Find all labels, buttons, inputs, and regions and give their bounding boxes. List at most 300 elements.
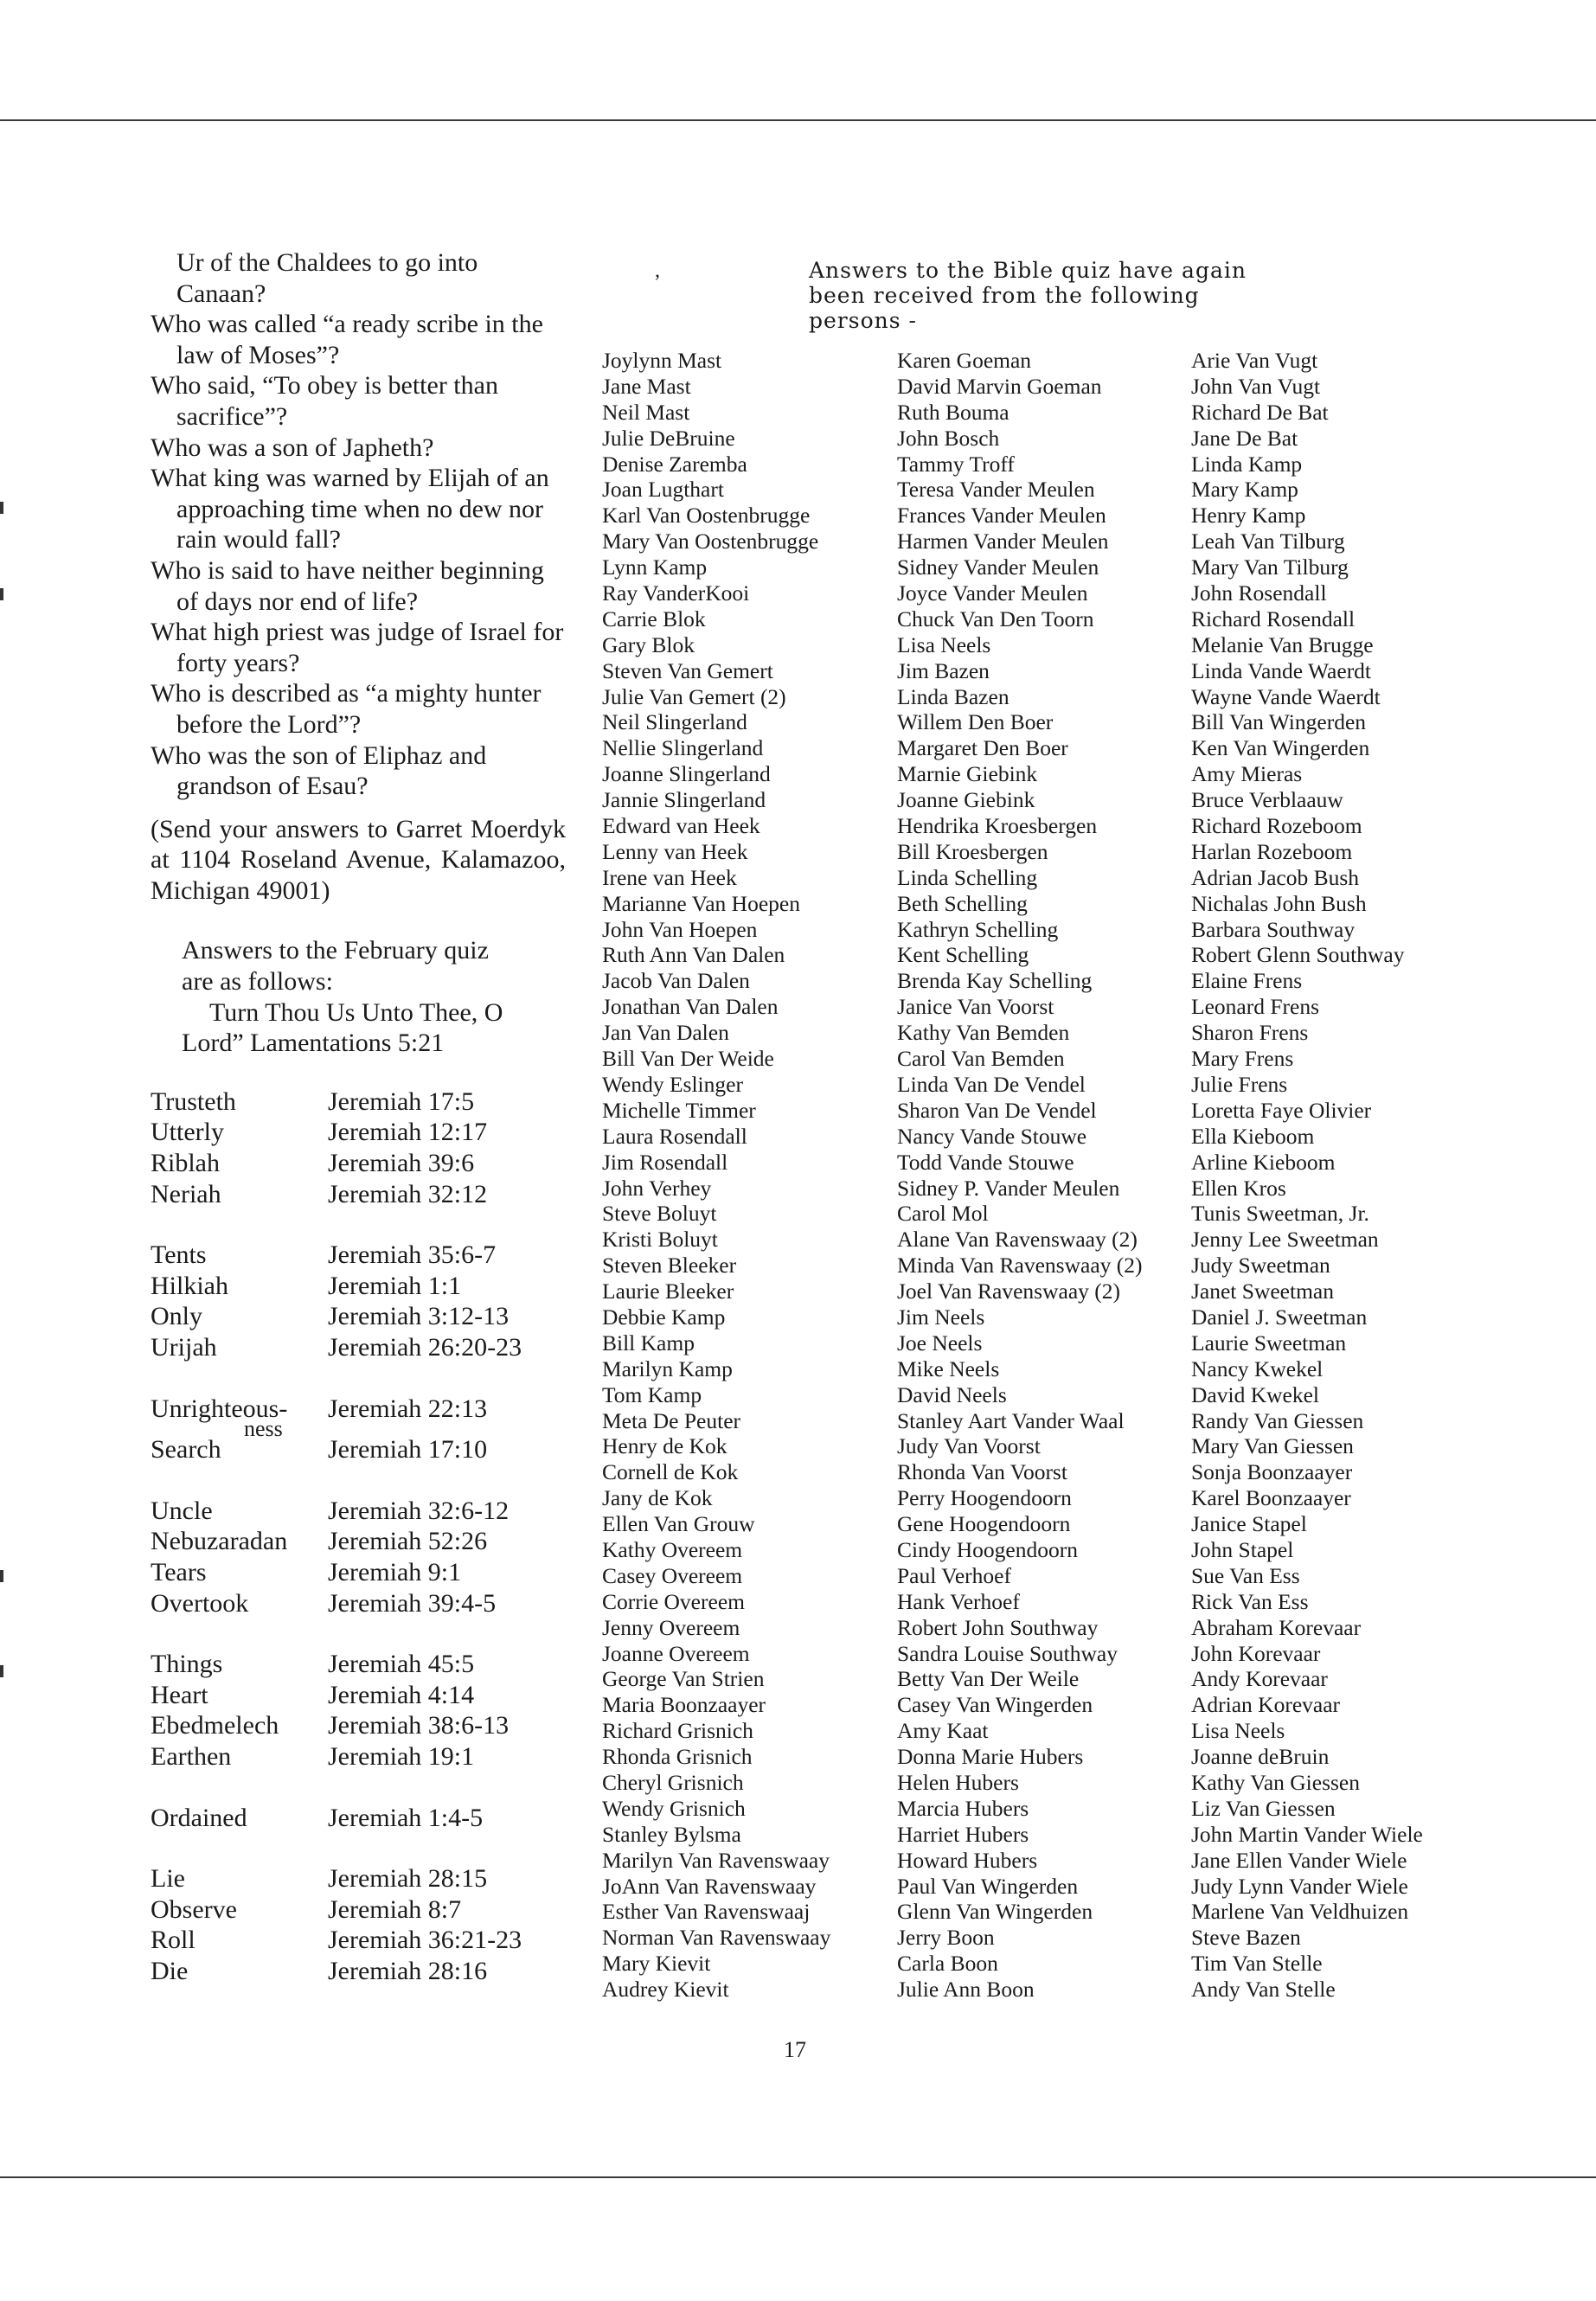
answer-row [151, 1465, 522, 1527]
answer-reference: Jeremiah 36:21-23 [328, 1926, 522, 1955]
participant-name: Harlan Rozeboom [1191, 838, 1353, 864]
participant-name: Daniel J. Sweetman [1191, 1304, 1368, 1330]
participant-name: Henry Kamp [1191, 503, 1306, 529]
participant-name: Marnie Giebink [897, 761, 1038, 787]
answers-table [151, 1086, 522, 1987]
participant-name: Karen Goeman [897, 348, 1032, 373]
participant-name: Kathy Van Bemden [897, 1020, 1070, 1046]
participant-name: Neil Mast [602, 399, 690, 425]
participant-name: Hendrika Kroesbergen [897, 813, 1098, 839]
participant-name: Bill Van Der Weide [602, 1046, 774, 1072]
received-intro [809, 258, 1247, 333]
answer-word [151, 1925, 328, 1956]
participant-name: Kent Schelling [897, 942, 1029, 968]
participant-name: Casey Overeem [602, 1562, 743, 1588]
participant-name: Carrie Blok [602, 606, 706, 631]
participant-name: Linda Bazen [897, 683, 1010, 709]
participant-name: David Kwekel [1191, 1381, 1319, 1407]
answer-row [151, 1925, 522, 1956]
participant-name: Richard Grisnich [602, 1718, 753, 1744]
participant-name: Carla Boon [897, 1951, 998, 1977]
participant-name: Ruth Bouma [897, 399, 1010, 425]
participant-name: Adrian Korevaar [1191, 1692, 1341, 1718]
participant-name: Paul Van Wingerden [897, 1873, 1079, 1899]
answer-theme-line: Turn Thou Us Unto Thee, O [209, 997, 503, 1027]
answer-row [151, 1772, 522, 1834]
answer-row [151, 1179, 522, 1210]
answer-reference: Jeremiah 3:12-13 [328, 1302, 510, 1331]
participant-name: Jacob Van Dalen [602, 968, 750, 994]
participant-name: Jenny Overeem [602, 1614, 740, 1640]
participant-name: Sharon Frens [1191, 1020, 1309, 1046]
answer-word [151, 1117, 328, 1148]
participant-name: Minda Van Ravenswaay (2) [897, 1253, 1143, 1279]
participant-name: Linda Vande Waerdt [1191, 657, 1372, 683]
participant-name: Kathryn Schelling [897, 916, 1059, 942]
participant-name: Harriet Hubers [897, 1821, 1029, 1847]
answer-word [151, 1956, 328, 1987]
answer-word [151, 1741, 328, 1772]
participant-name: Joanne deBruin [1191, 1744, 1330, 1770]
answer-row [151, 1741, 522, 1772]
participant-name: Jim Bazen [897, 657, 990, 683]
participant-name: Betty Van Der Weile [897, 1666, 1080, 1692]
participant-name: Mary Kamp [1191, 477, 1298, 503]
quiz-question: Who said, “To obey is better than sacrifice”? [151, 371, 498, 431]
answer-word-text: Ordained [151, 1803, 247, 1832]
answer-reference: Jeremiah 8:7 [328, 1894, 462, 1924]
participant-name: Sue Van Ess [1191, 1562, 1300, 1588]
answer-row [151, 1833, 522, 1894]
participant-name: Julie DeBruine [602, 425, 735, 451]
participant-name: Kathy Overeem [602, 1536, 743, 1562]
participant-name: Laura Rosendall [602, 1123, 747, 1149]
names-column-3 [1191, 348, 1423, 2003]
answer-word-text: Uncle [151, 1496, 213, 1525]
participant-name: Judy Lynn Vander Wiele [1191, 1873, 1408, 1899]
answer-row [151, 1086, 522, 1118]
answer-word-text: Observe [151, 1894, 237, 1924]
participant-name: Steve Bazen [1191, 1925, 1301, 1951]
participant-name: Bruce Verblaauw [1191, 787, 1343, 813]
participant-name: Randy Van Giessen [1191, 1407, 1364, 1433]
participant-name: Henry de Kok [602, 1433, 727, 1459]
participant-name: Wayne Vande Waerdt [1191, 683, 1381, 709]
participant-name: Lenny van Heek [602, 838, 748, 864]
page-number: 17 [784, 2037, 806, 2062]
participant-name: Mike Neels [897, 1356, 1000, 1381]
participant-name: Julie Van Gemert (2) [602, 683, 786, 709]
answer-word [151, 1710, 328, 1741]
answers-intro-line: are as follows: [182, 967, 333, 997]
answer-reference: Jeremiah 9:1 [328, 1557, 462, 1586]
answer-reference: Jeremiah 22:13 [328, 1394, 488, 1423]
participant-name: Amy Kaat [897, 1718, 989, 1744]
answer-reference: Jeremiah 39:4-5 [328, 1588, 497, 1618]
answer-row [151, 1526, 522, 1557]
participant-name: Helen Hubers [897, 1769, 1019, 1795]
answer-reference: Jeremiah 38:6-13 [328, 1711, 510, 1740]
edge-mark [0, 1665, 3, 1677]
participant-name: Sandra Louise Southway [897, 1640, 1118, 1666]
participant-name: Ellen Kros [1191, 1175, 1286, 1201]
answer-reference: Jeremiah 52:26 [328, 1527, 488, 1556]
participant-name: Lisa Neels [1191, 1718, 1285, 1744]
participant-name: Karl Van Oostenbrugge [602, 503, 811, 529]
quiz-question: What king was warned by Elijah of an approaching time when no dew nor rain would fall? [151, 464, 549, 554]
participant-name: Esther Van Ravenswaaj [602, 1899, 811, 1925]
answer-reference: Jeremiah 32:12 [328, 1179, 488, 1208]
participant-name: Glenn Van Wingerden [897, 1899, 1093, 1925]
participant-name: Willem Den Boer [897, 709, 1054, 735]
answers-intro [151, 935, 566, 997]
participant-name: Cornell de Kok [602, 1459, 739, 1485]
answer-word [151, 1465, 328, 1527]
participant-name: Frances Vander Meulen [897, 503, 1106, 529]
participant-name: Jenny Lee Sweetman [1191, 1227, 1379, 1253]
participant-name: John Van Hoepen [602, 916, 758, 942]
participant-name: Paul Verhoef [897, 1562, 1011, 1588]
answer-row [151, 1363, 522, 1435]
answer-reference: Jeremiah 1:1 [328, 1271, 462, 1300]
participant-name: Leonard Frens [1191, 994, 1319, 1020]
participant-name: Mary Frens [1191, 1046, 1294, 1072]
participant-name: Cheryl Grisnich [602, 1769, 744, 1795]
participant-name: Denise Zaremba [602, 451, 747, 477]
answer-reference: Jeremiah 19:1 [328, 1741, 475, 1771]
answer-row [151, 1588, 522, 1619]
answer-row [151, 1301, 522, 1332]
participant-name: Ken Van Wingerden [1191, 735, 1370, 761]
answer-reference: Jeremiah 28:16 [328, 1956, 488, 1985]
answer-row [151, 1680, 522, 1711]
participant-name: Chuck Van Den Toorn [897, 606, 1094, 631]
answer-word-text: Roll [151, 1926, 195, 1955]
participant-name: John Verhey [602, 1175, 712, 1201]
participant-name: Linda Van De Vendel [897, 1071, 1086, 1097]
quiz-question: Ur of the Chaldees to go into Canaan? [176, 248, 478, 308]
participant-name: Jim Rosendall [602, 1149, 728, 1175]
participant-name: Bill Kamp [602, 1330, 695, 1356]
answer-row [151, 1434, 522, 1465]
answer-word-text: Overtook [151, 1588, 249, 1618]
participant-name: Ellen Van Grouw [602, 1511, 755, 1537]
participant-name: Lynn Kamp [602, 554, 708, 580]
participant-name: Joanne Slingerland [602, 761, 771, 787]
participant-name: Sidney P. Vander Meulen [897, 1175, 1120, 1201]
participant-name: John Rosendall [1191, 580, 1327, 606]
participant-name: Julie Frens [1191, 1071, 1288, 1097]
participant-name: Stanley Aart Vander Waal [897, 1407, 1125, 1433]
participant-name: Rick Van Ess [1191, 1588, 1309, 1614]
participant-name: Amy Mieras [1191, 761, 1303, 787]
participant-name: Howard Hubers [897, 1847, 1038, 1873]
received-intro-line: been received from the following [809, 283, 1200, 308]
answer-word [151, 1833, 328, 1894]
participant-name: Sharon Van De Vendel [897, 1097, 1097, 1123]
participant-name: Kristi Boluyt [602, 1227, 718, 1253]
participant-name: Casey Van Wingerden [897, 1692, 1093, 1718]
participant-name: Jonathan Van Dalen [602, 994, 779, 1020]
participant-name: Andy Van Stelle [1191, 1977, 1336, 2003]
participant-name: Gary Blok [602, 631, 695, 657]
participant-name: Janice Van Voorst [897, 994, 1054, 1020]
participant-name: Richard De Bat [1191, 399, 1329, 425]
participant-name: Laurie Sweetman [1191, 1330, 1347, 1356]
answer-word [151, 1179, 328, 1210]
answer-word [151, 1301, 328, 1332]
participant-name: Jane De Bat [1191, 425, 1298, 451]
participant-name: Karel Boonzaayer [1191, 1485, 1351, 1511]
participant-name: Jane Ellen Vander Wiele [1191, 1847, 1407, 1873]
answer-word [151, 1894, 328, 1926]
answer-reference: Jeremiah 26:20-23 [328, 1333, 522, 1362]
send-answers-note: (Send your answers to Garret Moerdyk at 1104 Roseland Avenue, Kalamazoo, Michigan 49001) [151, 814, 566, 905]
participant-name: Neil Slingerland [602, 709, 747, 735]
participant-name: Tammy Troff [897, 451, 1015, 477]
bottom-rule [0, 2176, 1596, 2178]
participant-name: Carol Van Bemden [897, 1046, 1065, 1072]
participant-name: Sidney Vander Meulen [897, 554, 1099, 580]
participant-name: Judy Van Voorst [897, 1433, 1041, 1459]
answer-theme-line: Lord” Lamentations 5:21 [182, 1029, 445, 1058]
participant-name: Donna Marie Hubers [897, 1744, 1084, 1770]
quiz-question: Who was the son of Eliphaz and grandson of Esau? [151, 740, 487, 801]
participant-name: John Bosch [897, 425, 1000, 451]
participant-name: Jan Van Dalen [602, 1020, 729, 1046]
answer-row [151, 1557, 522, 1588]
participant-name: Audrey Kievit [602, 1977, 729, 2003]
answer-word-text: Tents [151, 1240, 207, 1270]
participant-name: Robert Glenn Southway [1191, 942, 1405, 968]
participant-name: Mary Kievit [602, 1951, 711, 1977]
participant-name: Robert John Southway [897, 1614, 1099, 1640]
answer-word [151, 1332, 328, 1363]
participant-name: Perry Hoogendoorn [897, 1485, 1072, 1511]
participant-name: Bill Van Wingerden [1191, 709, 1367, 735]
participant-name: Corrie Overeem [602, 1588, 745, 1614]
answer-row [151, 1209, 522, 1271]
participant-name: Laurie Bleeker [602, 1279, 734, 1304]
participant-name: Adrian Jacob Bush [1191, 864, 1360, 890]
participant-name: JoAnn Van Ravenswaay [602, 1873, 817, 1899]
participant-name: Kathy Van Giessen [1191, 1769, 1360, 1795]
participant-name: Janice Stapel [1191, 1511, 1307, 1537]
quiz-question: Who was called “a ready scribe in the law of Moses”? [151, 310, 543, 369]
answer-word-text: Neriah [151, 1179, 221, 1208]
answer-word-text: Only [151, 1302, 202, 1331]
participant-name: Meta De Peuter [602, 1407, 741, 1433]
participant-name: Wendy Grisnich [602, 1795, 746, 1821]
received-intro-line: Answers to the Bible quiz have again [809, 258, 1247, 283]
participant-name: Joylynn Mast [602, 348, 722, 373]
edge-mark [0, 588, 3, 600]
quiz-column [151, 247, 566, 1987]
participant-name: John Stapel [1191, 1536, 1294, 1562]
participant-name: Arie Van Vugt [1191, 348, 1318, 373]
participant-name: Jerry Boon [897, 1925, 995, 1951]
answer-word-text: Utterly [151, 1118, 224, 1147]
participant-name: Michelle Timmer [602, 1097, 756, 1123]
answer-word-text: Ebedmelech [151, 1711, 279, 1740]
participant-name: Marilyn Kamp [602, 1356, 733, 1381]
participant-name: Alane Van Ravenswaay (2) [897, 1227, 1138, 1253]
answer-word [151, 1618, 328, 1680]
participant-name: Carol Mol [897, 1201, 989, 1227]
quiz-question: Who was a son of Japheth? [151, 433, 434, 462]
answer-row [151, 1148, 522, 1179]
participant-name: Nancy Vande Stouwe [897, 1123, 1087, 1149]
participant-name: George Van Strien [602, 1666, 765, 1692]
answer-word [151, 1434, 328, 1465]
answer-word [151, 1588, 328, 1619]
answer-reference: Jeremiah 12:17 [328, 1118, 488, 1147]
participant-name: Richard Rozeboom [1191, 813, 1362, 839]
participant-name: Beth Schelling [897, 890, 1028, 916]
participant-name: Liz Van Giessen [1191, 1795, 1336, 1821]
participant-name: Ray VanderKooi [602, 580, 750, 606]
answer-word-text: Riblah [151, 1149, 220, 1178]
participant-name: David Marvin Goeman [897, 373, 1102, 399]
participant-name: Wendy Eslinger [602, 1071, 743, 1097]
participant-name: Julie Ann Boon [897, 1977, 1035, 2003]
participant-name: Loretta Faye Olivier [1191, 1097, 1372, 1123]
answer-word [151, 1680, 328, 1711]
participant-name: Lisa Neels [897, 631, 991, 657]
answer-row [151, 1894, 522, 1926]
names-column-1 [602, 348, 830, 2003]
answer-reference: Jeremiah 28:15 [328, 1864, 488, 1894]
participant-name: Nancy Kwekel [1191, 1356, 1324, 1381]
quiz-question: Who is described as “a mighty hunter before the Lord”? [151, 679, 542, 739]
answers-intro-line: Answers to the February quiz [182, 936, 489, 965]
participant-name: David Neels [897, 1381, 1007, 1407]
answer-theme [151, 997, 566, 1059]
answer-word-suffix: ness [244, 1416, 283, 1442]
participant-name: Marianne Van Hoepen [602, 890, 800, 916]
answer-reference: Jeremiah 1:4-5 [328, 1803, 484, 1832]
answer-row [151, 1271, 522, 1302]
participant-name: Melanie Van Brugge [1191, 631, 1374, 657]
participant-name: Debbie Kamp [602, 1304, 726, 1330]
participant-name: Nichalas John Bush [1191, 890, 1367, 916]
answer-word-text: Earthen [151, 1741, 232, 1771]
participant-name: Joel Van Ravenswaay (2) [897, 1279, 1121, 1304]
answer-word-text: Die [151, 1956, 189, 1985]
participant-name: Andy Korevaar [1191, 1666, 1328, 1692]
participant-name: Harmen Vander Meulen [897, 529, 1109, 554]
participant-name: Stanley Bylsma [602, 1821, 741, 1847]
answer-word [151, 1086, 328, 1118]
participant-name: Mary Van Giessen [1191, 1433, 1354, 1459]
answer-word [151, 1557, 328, 1588]
answer-word [151, 1772, 328, 1834]
answer-row [151, 1117, 522, 1148]
participant-name: Jannie Slingerland [602, 787, 766, 813]
participant-name: Barbara Southway [1191, 916, 1356, 942]
participant-name: Maria Boonzaayer [602, 1692, 766, 1718]
participant-name: Steve Boluyt [602, 1201, 717, 1227]
participant-name: John Van Vugt [1191, 373, 1321, 399]
answer-reference: Jeremiah 39:6 [328, 1149, 475, 1178]
participant-name: Hank Verhoef [897, 1588, 1020, 1614]
participant-name: John Korevaar [1191, 1640, 1321, 1666]
answer-word-text: Tears [151, 1557, 207, 1586]
participant-name: Leah Van Tilburg [1191, 529, 1345, 554]
answer-word [151, 1209, 328, 1271]
edge-mark [0, 1570, 3, 1582]
answer-row [151, 1618, 522, 1680]
participant-name: Irene van Heek [602, 864, 737, 890]
participant-name: Norman Van Ravenswaay [602, 1925, 831, 1951]
answer-word [151, 1271, 328, 1302]
participant-name: Marcia Hubers [897, 1795, 1029, 1821]
participant-name: Linda Schelling [897, 864, 1038, 890]
participant-name: John Martin Vander Wiele [1191, 1821, 1423, 1847]
answer-word-text: Unrighteous- [151, 1394, 288, 1423]
participant-name: Judy Sweetman [1191, 1253, 1330, 1279]
participant-name: Janet Sweetman [1191, 1279, 1334, 1304]
participant-name: Rhonda Van Voorst [897, 1459, 1067, 1485]
answer-reference: Jeremiah 17:10 [328, 1435, 488, 1465]
answer-word-text: Lie [151, 1864, 185, 1894]
participant-name: Arline Kieboom [1191, 1149, 1336, 1175]
answer-reference: Jeremiah 32:6-12 [328, 1496, 510, 1525]
participant-name: Edward van Heek [602, 813, 760, 839]
answer-row [151, 1710, 522, 1741]
answer-reference: Jeremiah 35:6-7 [328, 1240, 497, 1270]
participant-name: Marilyn Van Ravenswaay [602, 1847, 830, 1873]
answer-word-text: Things [151, 1650, 223, 1679]
participant-name: Rhonda Grisnich [602, 1744, 753, 1770]
participant-name: Joan Lugthart [602, 477, 724, 503]
participant-name: Mary Van Tilburg [1191, 554, 1349, 580]
participant-name: Steven Van Gemert [602, 657, 773, 683]
answer-reference: Jeremiah 45:5 [328, 1650, 475, 1679]
answer-word-text: Urijah [151, 1333, 217, 1362]
participant-name: Cindy Hoogendoorn [897, 1536, 1078, 1562]
quiz-question: What high priest was judge of Israel for forty years? [151, 618, 564, 677]
participant-name: Jane Mast [602, 373, 691, 399]
answer-word-text: Trusteth [151, 1086, 236, 1116]
participant-name: Margaret Den Boer [897, 735, 1068, 761]
participant-name: Mary Van Oostenbrugge [602, 529, 819, 554]
top-rule [0, 119, 1596, 121]
participant-name: Brenda Kay Schelling [897, 968, 1093, 994]
participant-name: Ruth Ann Van Dalen [602, 942, 785, 968]
answer-word-text: Search [151, 1435, 221, 1465]
participant-name: Jim Neels [897, 1304, 985, 1330]
answer-word [151, 1148, 328, 1179]
answer-word-text: Heart [151, 1680, 208, 1709]
participant-name: Linda Kamp [1191, 451, 1303, 477]
participant-name: Tunis Sweetman, Jr. [1191, 1201, 1369, 1227]
participant-name: Ella Kieboom [1191, 1123, 1315, 1149]
participant-name: Joanne Overeem [602, 1640, 750, 1666]
answer-row [151, 1332, 522, 1363]
participant-name: Marlene Van Veldhuizen [1191, 1899, 1409, 1925]
answer-row [151, 1956, 522, 1987]
participant-name: Joyce Vander Meulen [897, 580, 1088, 606]
received-intro-line: persons - [809, 308, 917, 333]
participant-name: Richard Rosendall [1191, 606, 1356, 631]
participant-name: Nellie Slingerland [602, 735, 764, 761]
stray-mark: , [655, 260, 660, 282]
participant-name: Gene Hoogendoorn [897, 1511, 1071, 1537]
quiz-question: Who is said to have neither beginning of days nor end of life? [151, 555, 544, 616]
answer-word-text: Hilkiah [151, 1271, 228, 1300]
participant-name: Bill Kroesbergen [897, 838, 1048, 864]
